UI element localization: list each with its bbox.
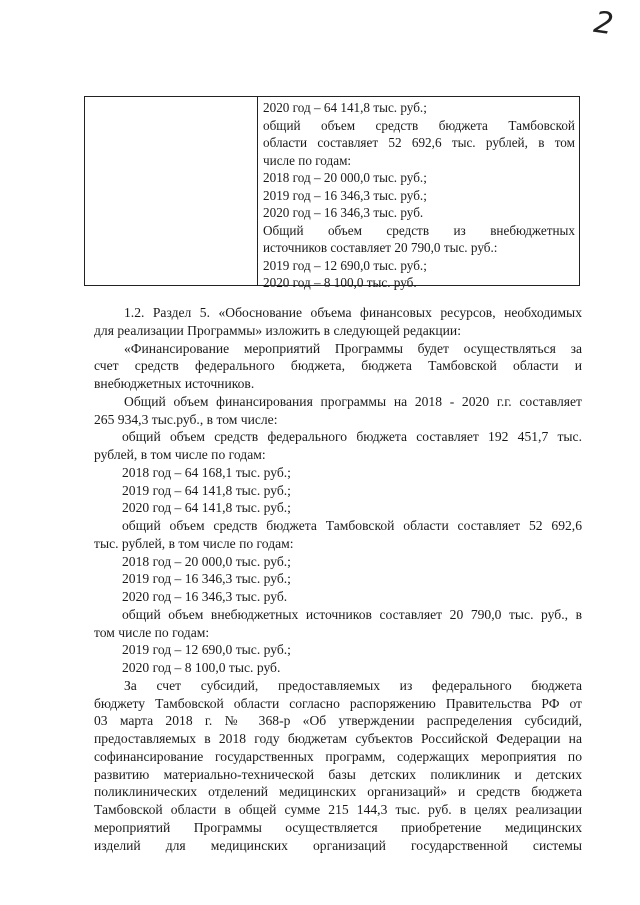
- body-text-line: 2018 год – 20 000,0 тыс. руб.;: [122, 553, 291, 569]
- body-text-line: тыс. рублей, в том числе по годам:: [94, 535, 294, 551]
- document-body: [94, 304, 582, 854]
- table-cell-line: 2018 год – 20 000,0 тыс. руб.;: [263, 170, 427, 185]
- page-number: 2: [591, 4, 616, 43]
- body-text-line: изделий для медицинских организаций государственной системы: [94, 837, 582, 853]
- table-cell-line: 2020 год – 16 346,3 тыс. руб.: [263, 205, 424, 220]
- table-cell-line: общий объем средств бюджета Тамбовской: [263, 117, 575, 133]
- body-text-line: предоставляемых в 2018 году бюджетам субъектов Российской Федерации на: [94, 731, 582, 746]
- body-text-line: 03 марта 2018 г. № 368-р «Об утверждении распределения субсидий,: [94, 713, 582, 729]
- body-text-line: 2020 год – 8 100,0 тыс. руб.: [122, 660, 281, 675]
- table-cell-line: числе по годам:: [263, 152, 352, 168]
- table-cell-line: 2020 год – 64 141,8 тыс. руб.;: [263, 100, 427, 115]
- table-column-divider: [257, 97, 258, 285]
- body-text-line: поликлинических отделений медицинских организаций» и средств бюджета: [94, 784, 582, 800]
- body-text-line: «Финансирование мероприятий Программы будет осуществляться за: [124, 340, 582, 356]
- body-text-line: развитию материально-технической базы детских поликлиник и детских: [94, 766, 582, 782]
- table-cell-line: области составляет 52 692,6 тыс. рублей, в том: [263, 135, 575, 150]
- body-text-line: 2019 год – 64 141,8 тыс. руб.;: [122, 482, 291, 498]
- body-text-line: бюджету Тамбовской области согласно распоряжению Правительства РФ от: [94, 695, 582, 711]
- table-cell-line: 2019 год – 12 690,0 тыс. руб.;: [263, 257, 427, 273]
- body-text-line: общий объем средств федерального бюджета составляет 192 451,7 тыс.: [122, 429, 582, 445]
- body-text-line: общий объем средств бюджета Тамбовской области составляет 52 692,6: [122, 518, 582, 533]
- body-text-line: Тамбовской области в общей сумме 215 144,3 тыс. руб. в целях реализации: [94, 802, 582, 817]
- body-text-line: софинансирование государственных программ, содержащих мероприятия по: [94, 748, 582, 764]
- body-text-line: 2019 год – 16 346,3 тыс. руб.;: [122, 571, 291, 587]
- body-text-line: 2020 год – 64 141,8 тыс. руб.;: [122, 500, 291, 516]
- body-text-line: 265 934,3 тыс.руб., в том числе:: [94, 411, 278, 427]
- body-text-line: общий объем внебюджетных источников составляет 20 790,0 тыс. руб., в: [122, 606, 582, 622]
- body-text-line: для реализации Программы» изложить в следующей редакции:: [94, 322, 461, 338]
- table-cell-line: 2019 год – 16 346,3 тыс. руб.;: [263, 187, 427, 203]
- table-cell-line: 2020 год – 8 100,0 тыс. руб.: [263, 275, 417, 290]
- body-text-line: мероприятий Программы осуществляется приобретение медицинских: [94, 819, 582, 835]
- body-text-line: 1.2. Раздел 5. «Обоснование объема финансовых ресурсов, необходимых: [124, 305, 582, 320]
- body-text-line: 2019 год – 12 690,0 тыс. руб.;: [122, 642, 291, 658]
- body-text-line: счет средств федерального бюджета, бюджета Тамбовской области и: [94, 358, 582, 374]
- body-text-line: За счет субсидий, предоставляемых из федерального бюджета: [124, 677, 582, 693]
- body-text-line: том числе по годам:: [94, 624, 210, 640]
- table-cell-line: источников составляет 20 790,0 тыс. руб.:: [263, 240, 498, 255]
- table-cell-line: Общий объем средств из внебюджетных: [263, 222, 575, 238]
- financing-table: [84, 96, 580, 290]
- body-text-line: внебюджетных источников.: [94, 376, 255, 391]
- body-text-line: Общий объем финансирования программы на 2018 - 2020 г.г. составляет: [124, 393, 582, 409]
- body-text-line: рублей, в том числе по годам:: [94, 447, 266, 462]
- body-text-line: 2020 год – 16 346,3 тыс. руб.: [122, 589, 288, 604]
- body-text-line: 2018 год – 64 168,1 тыс. руб.;: [122, 464, 291, 480]
- table-cell-financing: [263, 99, 575, 292]
